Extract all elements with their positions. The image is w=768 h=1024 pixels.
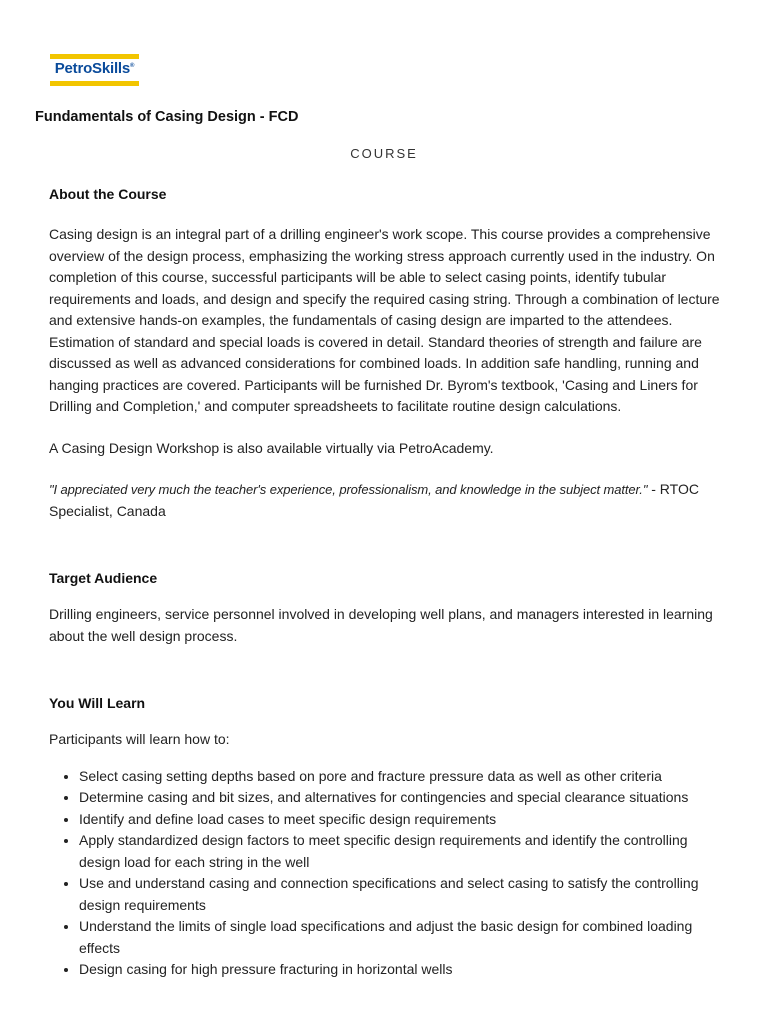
petroskills-logo[interactable] [50,54,139,86]
logo-text: PetroSkills [54,60,131,77]
learn-section [49,694,721,981]
testimonial-quote: "I appreciated very much the teacher's experience, professionalism, and knowledge in the subject matter." [49,482,648,497]
list-item: • Identify and define load cases to meet specific design requirements [79,809,721,831]
list-item: • Understand the limits of single load specifications and adjust the basic design for combined loading effects [79,916,721,959]
logo-bottom-bar [50,81,139,86]
logo-wordmark [50,60,139,77]
course-kicker: COURSE [350,146,418,161]
logo-top-bar [50,54,139,59]
list-item: • Apply standardized design factors to meet specific design requirements and identify the controlling design load for each string in the well [79,830,721,873]
audience-section [49,569,721,647]
list-item: • Determine casing and bit sizes, and alternatives for contingencies and special clearance situations [79,787,721,809]
learn-heading: You Will Learn [49,695,146,711]
testimonial [49,479,721,522]
list-item: • Use and understand casing and connection specifications and select casing to satisfy the controlling design requirements [79,873,721,916]
registered-mark: ® [130,63,135,69]
list-item: • Design casing for high pressure fracturing in horizontal wells [79,959,721,981]
page-title: Fundamentals of Casing Design - FCD [35,109,299,125]
virtual-note: A Casing Design Workshop is also available virtually via PetroAcademy. [49,439,494,456]
audience-body: Drilling engineers, service personnel involved in developing well plans, and managers interested in learning about the well design process. [49,606,713,644]
audience-heading: Target Audience [49,570,158,586]
testimonial-attribution: - RTOC Specialist, Canada [49,481,699,519]
about-heading: About the Course [49,186,167,202]
list-item: • Select casing setting depths based on pore and fracture pressure data as well as other criteria [79,766,721,788]
about-body: Casing design is an integral part of a drilling engineer's work scope. This course provides a comprehensive overview of the design process, emphasizing the working stress approach currently used in the industry. On completion of this course, successful participants will be able to select casing points, identify tubular requirements and loads, and design and specify the required casing string. Through a combination of lecture and extensive hands-on examples, the fundamentals of casing design are imparted to the attendees. Estimation of standard and special loads is covered in detail. Standard theories of strength and failure are discussed as well as advanced considerations for combined loads. In addition safe handling, running and hanging practices are covered. Participants will be furnished Dr. Byrom's textbook, 'Casing and Liners for Drilling and Completion,' and computer spreadsheets to facilitate routine design calculations. [49,226,720,414]
course-content [49,185,721,981]
learn-list [49,766,721,981]
learn-intro: Participants will learn how to: [49,731,230,747]
about-section [49,185,721,522]
